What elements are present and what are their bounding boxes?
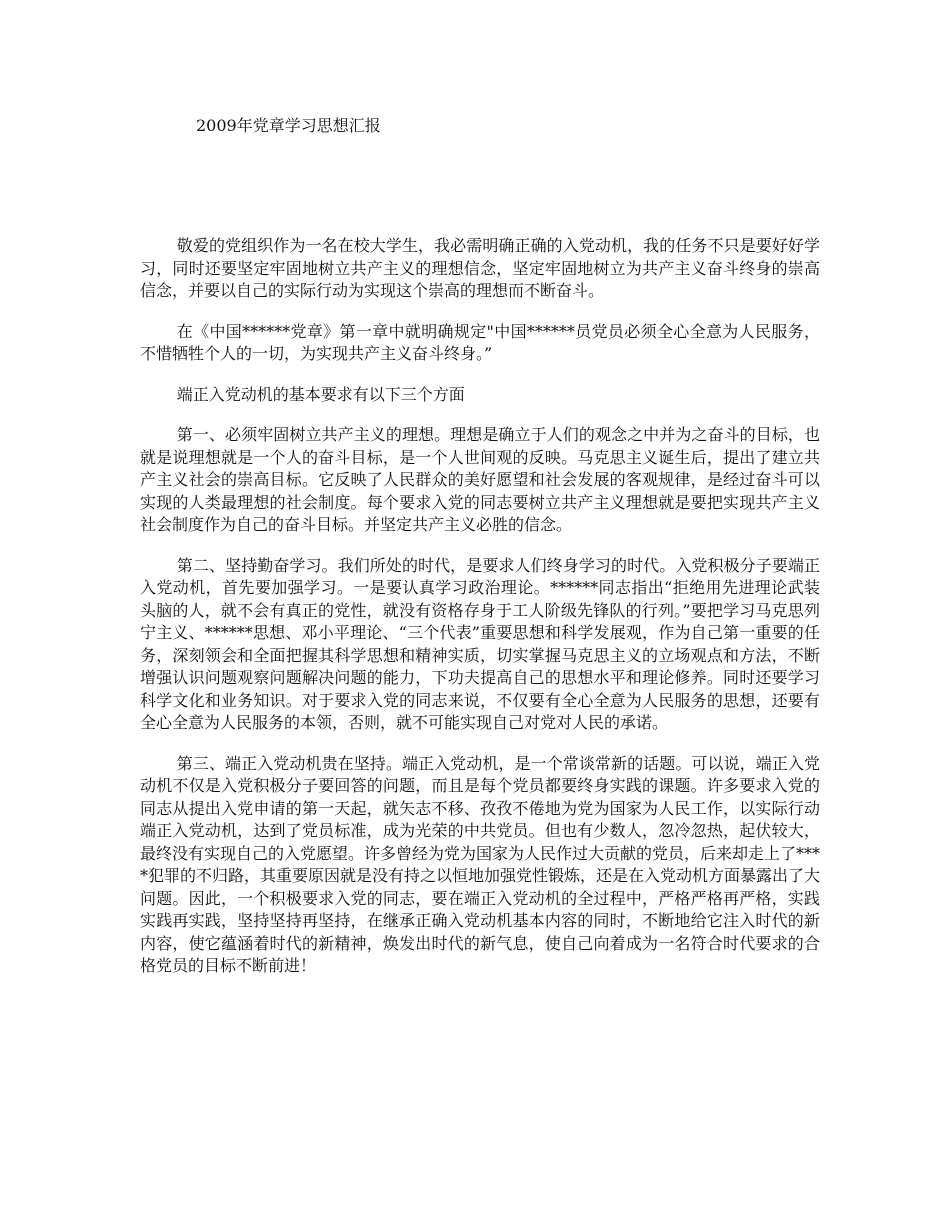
paragraph-third-requirement: 第三、端正入党动机贵在坚持。端正入党动机，是一个常谈常新的话题。可以说，端正入党动机不仅是入党积极分子要回答的问题，而且是每个党员都要终身实践的课题。许多要求入党的同志从提出入党申请的第一天起，就矢志不移、孜孜不倦地为党为国家为人民工作，以实际行动端正入党动机，达到了党员标准，成为光荣的中共党员。但也有少数人，忽冷忽热，起伏较大，最终没有实现自己的入党愿望。许多曾经为党为国家为人民作过大贡献的党员，后来却走上了****犯罪的不归路，其重要原因就是没有持之以恒地加强党性锻炼，还是在入党动机方面暴露出了大问题。因此，一个积极要求入党的同志，要在端正入党动机的全过程中，严格严格再严格，实践实践再实践，坚持坚持再坚持，在继承正确入党动机基本内容的同时，不断地给它注入时代的新内容，使它蕴涵着时代的新精神，焕发出时代的新气息，使自己向着成为一名符合时代要求的合格党员的目标不断前进！ — [140, 753, 821, 975]
document-title: 2009年党章学习思想汇报 — [196, 116, 381, 135]
paragraph-party-constitution-quote: 在《中国******党章》第一章中就明确规定"中国******员党员必须全心全意为人民服务，不惜牺牲个人的一切，为实现共产主义奋斗终身。” — [140, 321, 820, 363]
document-body — [140, 235, 820, 996]
paragraph-first-requirement: 第一、必须牢固树立共产主义的理想。理想是确立于人们的观念之中并为之奋斗的目标，也就是说理想就是一个人的奋斗目标，是一个人世间观的反映。马克思主义诞生后，提出了建立共产主义社会的崇高目标。它反映了人民群众的美好愿望和社会发展的客观规律，是经过奋斗可以实现的人类最理想的社会制度。每个要求入党的同志要树立共产主义理想就是要把实现共产主义社会制度作为自己的奋斗目标。并坚定共产主义必胜的信念。 — [140, 425, 820, 534]
paragraph-intro: 敬爱的党组织作为一名在校大学生，我必需明确正确的入党动机，我的任务不只是要好好学习，同时还要坚定牢固地树立共产主义的理想信念，坚定牢固地树立为共产主义奋斗终身的崇高信念，并要以自己的实际行动为实现这个崇高的理想而不断奋斗。 — [140, 236, 820, 300]
paragraph-second-requirement: 第二、坚持勤奋学习。我们所处的时代，是要求人们终身学习的时代。入党积极分子要端正入党动机，首先要加强学习。一是要认真学习政治理论。******同志指出“拒绝用先进理论武装头脑的人，就不会有真正的党性，就没有资格存身于工人阶级先锋队的行列。”要把学习马克思列宁主义、******思想、邓小平理论、“三个代表”重要思想和科学发展观，作为自己第一重要的任务，深刻领会和全面把握其科学思想和精神实质，切实掌握马克思主义的立场观点和方法，不断增强认识问题观察问题解决问题的能力，下功夫提高自己的思想水平和理论修养。同时还要学习科学文化和业务知识。对于要求入党的同志来说，不仅要有全心全意为人民服务的思想，还要有全心全意为人民服务的本领，否则，就不可能实现自己对党对人民的承诺。 — [140, 555, 820, 732]
paragraph-requirements-heading: 端正入党动机的基本要求有以下三个方面 — [176, 384, 465, 404]
